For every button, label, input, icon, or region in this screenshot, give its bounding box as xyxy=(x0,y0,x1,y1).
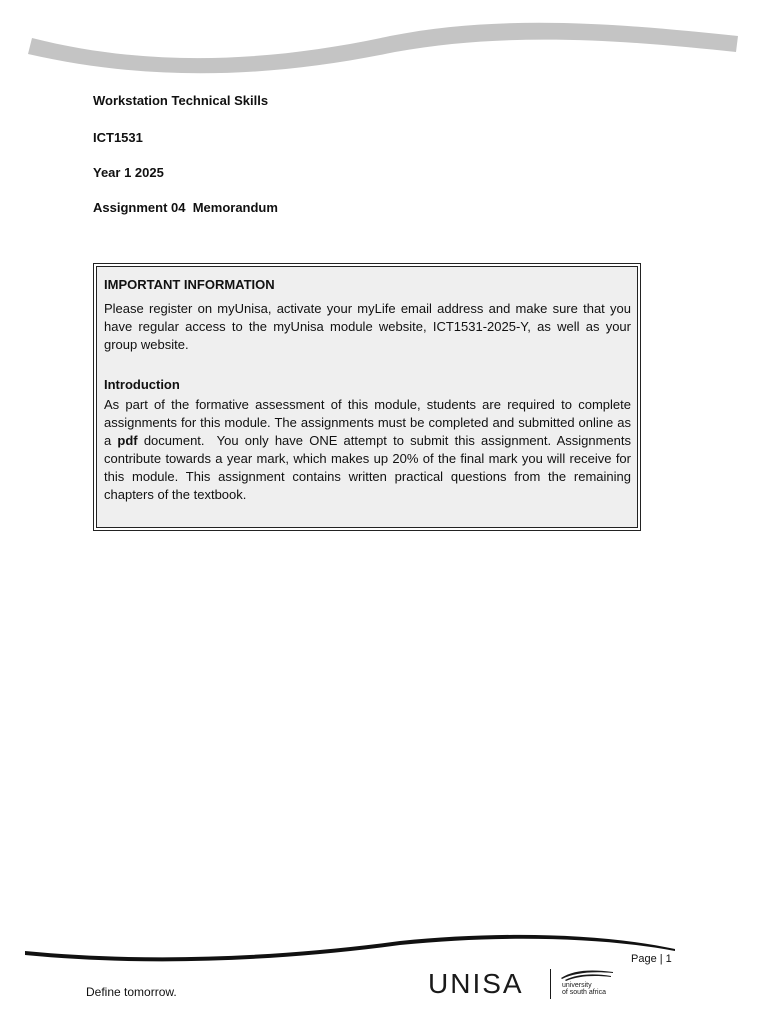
important-information-heading: IMPORTANT INFORMATION xyxy=(104,277,275,292)
academic-year: Year 1 2025 xyxy=(93,165,164,180)
assignment-title: Assignment 04 Memorandum xyxy=(93,200,278,215)
page-number: Page | 1 xyxy=(631,953,672,965)
introduction-heading: Introduction xyxy=(104,377,180,392)
unisa-logo xyxy=(428,966,628,1002)
unisa-logo-subtitle xyxy=(562,982,606,996)
footer-tagline: Define tomorrow. xyxy=(86,985,177,999)
top-decorative-swoosh xyxy=(0,0,768,80)
unisa-logo-mark-icon xyxy=(559,968,615,982)
unisa-logo-wordmark: UNISA xyxy=(428,968,524,999)
introduction-paragraph xyxy=(104,396,635,504)
footer-decorative-curve xyxy=(0,925,768,975)
important-information-inner xyxy=(96,266,638,528)
logo-sub-line-1: university xyxy=(562,982,592,989)
introduction-text-start: As part of the formative assessment of this module, students are required to complete assignments for this module. The assignments must be completed and submitted online as a xyxy=(104,397,631,448)
module-name: Workstation Technical Skills xyxy=(93,93,269,108)
module-code: ICT1531 xyxy=(93,130,143,145)
logo-sub-line-2: of south africa xyxy=(562,989,606,996)
logo-divider xyxy=(550,969,551,999)
important-information-box xyxy=(93,263,641,531)
introduction-text-end: document. You only have ONE attempt to submit this assignment. Assignments contribute towards a year mark, which makes up 20% of the final mark you will receive for this module. This assignment contains written practical questions from the remaining chapters of the textbook. xyxy=(104,433,635,502)
registration-paragraph: Please register on myUnisa, activate your myLife email address and make sure that you have regular access to the myUnisa module website, ICT1531-2025-Y, as well as your group website. xyxy=(104,301,631,352)
pdf-emphasis: pdf xyxy=(117,433,138,448)
